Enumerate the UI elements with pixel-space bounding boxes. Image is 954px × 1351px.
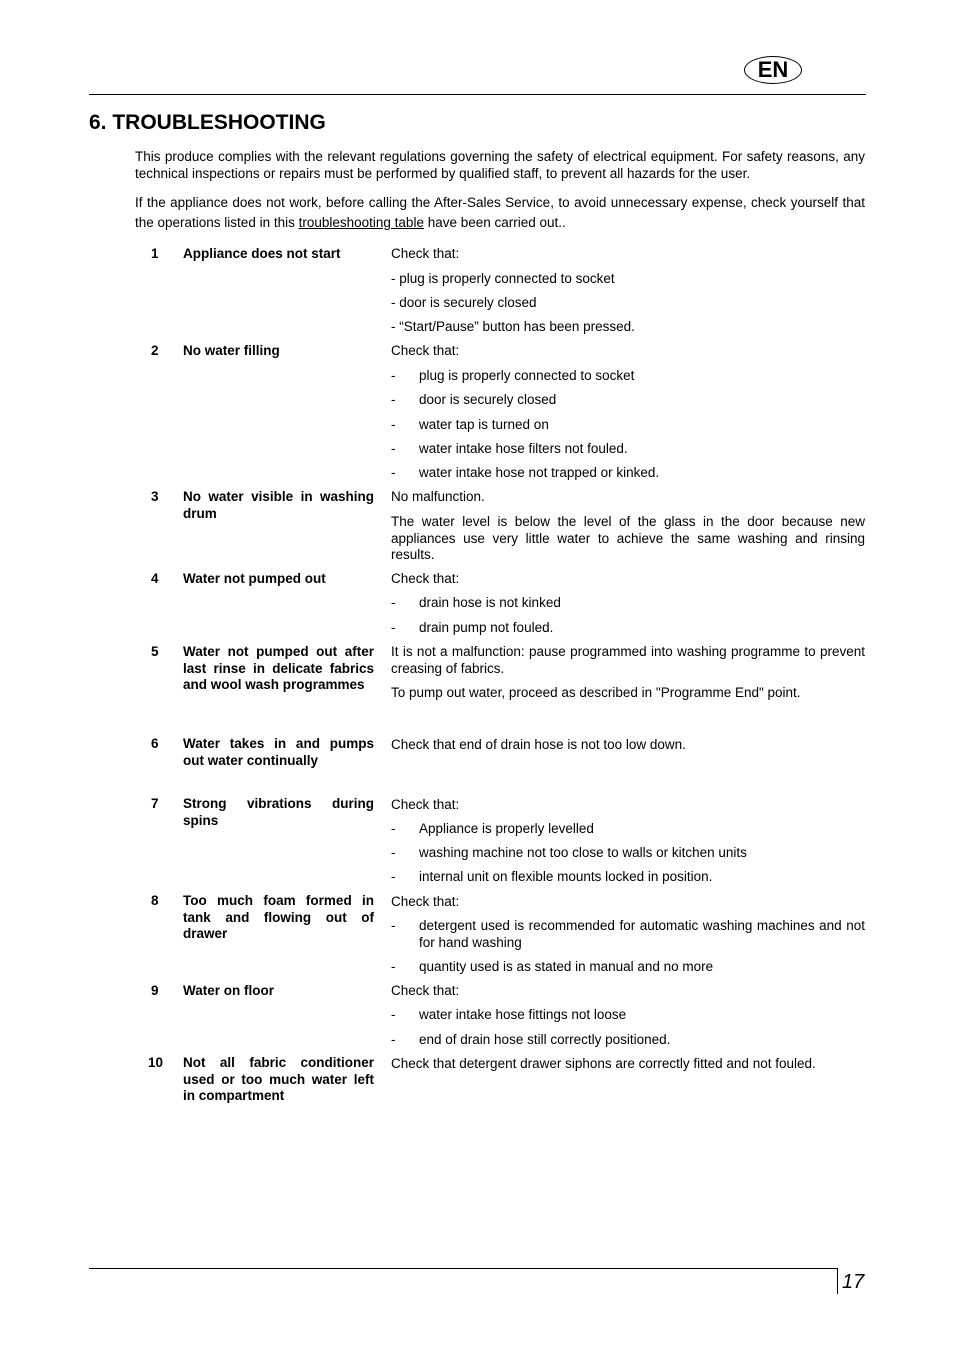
troubleshooting-table-link: troubleshooting table xyxy=(298,215,424,230)
row-number: 4 xyxy=(151,571,159,586)
row-number: 6 xyxy=(151,736,159,751)
bullet-dash: - xyxy=(391,959,396,974)
solution-lead: Check that: xyxy=(391,343,460,358)
bullet-dash: - xyxy=(391,1007,396,1022)
bullet-dash: - xyxy=(391,417,396,432)
solution-lead: Check that: xyxy=(391,571,460,586)
bullet-dash: - xyxy=(391,368,396,383)
solution-item: quantity used is as stated in manual and no more xyxy=(419,959,714,974)
solution-lead: Check that: xyxy=(391,894,460,909)
solution-item: drain hose is not kinked xyxy=(419,595,561,610)
lang-badge: EN xyxy=(744,56,802,84)
intro-paragraph-safety: This produce complies with the relevant regulations governing the safety of electrical equipment. For safety reasons, any technical inspections or repairs must be performed by qualified staff, to prevent all hazards for the user. xyxy=(135,149,865,181)
solution-item: water intake hose not trapped or kinked. xyxy=(419,465,660,480)
solution-lead: Check that: xyxy=(391,797,460,812)
bullet-dash: - xyxy=(391,1032,396,1047)
solution-line: No malfunction. xyxy=(391,489,485,504)
solution-line: - door is securely closed xyxy=(391,295,537,310)
solution-item: water intake hose fittings not loose xyxy=(419,1007,627,1022)
bullet-dash: - xyxy=(391,465,396,480)
problem-label: Too much foam formed in tank and flowing out of drawer xyxy=(183,893,374,941)
solution-item: door is securely closed xyxy=(419,392,557,407)
row-number: 3 xyxy=(151,489,159,504)
row-number: 7 xyxy=(151,796,159,811)
row-number: 8 xyxy=(151,893,159,908)
problem-label: Water takes in and pumps out water continually xyxy=(183,736,374,768)
solution-item: drain pump not fouled. xyxy=(419,620,554,635)
solution-line: Check that detergent drawer siphons are correctly fitted and not fouled. xyxy=(391,1056,816,1071)
footer-divider xyxy=(837,1268,838,1294)
bullet-dash: - xyxy=(391,392,396,407)
solution-item: internal unit on flexible mounts locked in position. xyxy=(419,869,713,884)
solution-item: water tap is turned on xyxy=(419,417,549,432)
row-number: 9 xyxy=(151,983,159,998)
bullet-dash: - xyxy=(391,595,396,610)
bullet-dash: - xyxy=(391,821,396,836)
bullet-dash: - xyxy=(391,869,396,884)
bullet-dash: - xyxy=(391,441,396,456)
solution-line: Check that end of drain hose is not too low down. xyxy=(391,737,686,752)
solution-item: plug is properly connected to socket xyxy=(419,368,635,383)
problem-label: No water visible in washing drum xyxy=(183,489,374,521)
row-number: 10 xyxy=(148,1055,164,1070)
solution-lead: Check that: xyxy=(391,983,460,998)
footer-rule xyxy=(89,1268,837,1269)
row-number: 1 xyxy=(151,246,159,261)
problem-label: Strong vibrations during spins xyxy=(183,796,374,828)
section-title: 6. TROUBLESHOOTING xyxy=(89,111,326,134)
solution-line: - plug is properly connected to socket xyxy=(391,271,615,286)
bullet-dash: - xyxy=(391,845,396,860)
bullet-dash: - xyxy=(391,620,396,635)
solution-item: detergent used is recommended for automatic washing machines and not for hand washing xyxy=(419,918,865,950)
intro-text-before-link: If the appliance does not work, before calling the After-Sales Service, to avoid unnecessary expense, check yourself that the operations listed in this xyxy=(135,195,865,230)
row-number: 2 xyxy=(151,343,159,358)
problem-label: No water filling xyxy=(183,343,280,358)
header-rule xyxy=(89,94,866,95)
row-number: 5 xyxy=(151,644,159,659)
solution-item: water intake hose filters not fouled. xyxy=(419,441,628,456)
solution-line: The water level is below the level of the glass in the door because new appliances use very little water to achieve the same washing and rinsing results. xyxy=(391,514,865,562)
solution-line: - “Start/Pause” button has been pressed. xyxy=(391,319,635,334)
solution-item: end of drain hose still correctly positioned. xyxy=(419,1032,671,1047)
intro-paragraph-check xyxy=(135,193,865,233)
bullet-dash: - xyxy=(391,918,396,933)
solution-line: Check that: xyxy=(391,246,460,261)
problem-label: Not all fabric conditioner used or too much water left in compartment xyxy=(183,1055,374,1103)
problem-label: Water not pumped out xyxy=(183,571,326,586)
solution-item: washing machine not too close to walls or kitchen units xyxy=(419,845,747,860)
problem-label: Water on floor xyxy=(183,983,274,998)
problem-label: Appliance does not start xyxy=(183,246,341,261)
solution-line: It is not a malfunction: pause programmed into washing programme to prevent creasing of fabrics. xyxy=(391,644,865,676)
page-number: 17 xyxy=(842,1271,865,1293)
solution-line: To pump out water, proceed as described in "Programme End" point. xyxy=(391,685,801,700)
solution-item: Appliance is properly levelled xyxy=(419,821,594,836)
problem-label: Water not pumped out after last rinse in delicate fabrics and wool wash programmes xyxy=(183,644,374,692)
intro-text-after-link: have been carried out.. xyxy=(423,215,566,230)
